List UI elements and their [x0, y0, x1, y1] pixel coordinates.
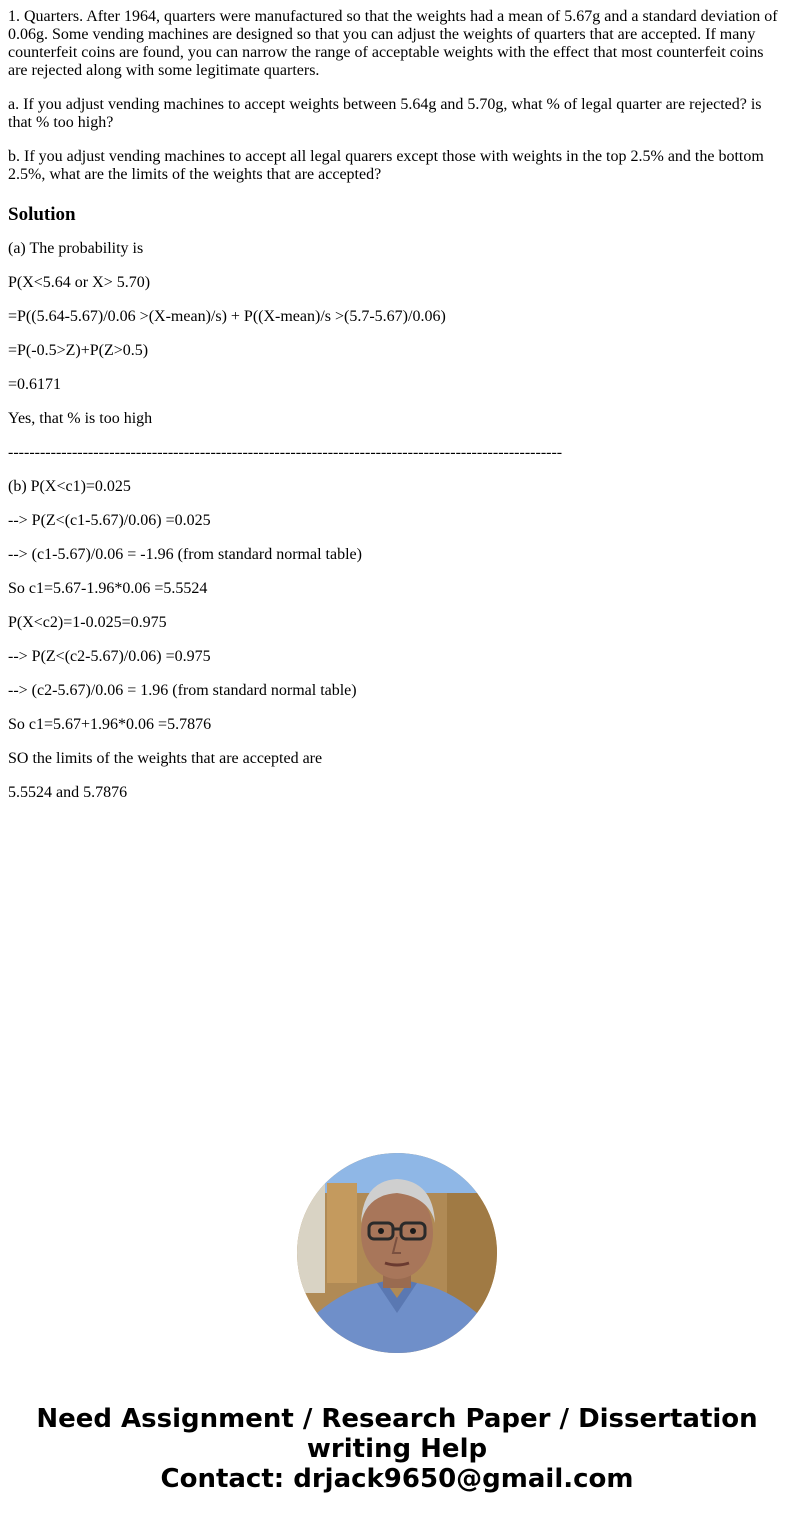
- solution-line: So c1=5.67-1.96*0.06 =5.5524: [8, 580, 208, 597]
- question-intro: 1. Quarters. After 1964, quarters were manufactured so that the weights had a mean of 5.67g and a standard deviation of 0.06g. Some vending machines are designed so that you can adjust the weights of quarters that are accepted. If many counterfeit coins are found, you can narrow the range of acceptable weights with the effect that most counterfeit coins are rejected along with some legitimate quarters.: [8, 8, 778, 79]
- promo-line-2: writing Help: [306, 1434, 488, 1464]
- promo-contact: Contact: drjack9650@gmail.com: [160, 1464, 634, 1494]
- solution-line: =P((5.64-5.67)/0.06 >(X-mean)/s) + P((X-mean)/s >(5.7-5.67)/0.06): [8, 308, 446, 325]
- solution-heading: Solution: [8, 204, 76, 225]
- promo-footer: [0, 1404, 794, 1494]
- solution-line: --> P(Z<(c1-5.67)/0.06) =0.025: [8, 512, 211, 529]
- solution-line: Yes, that % is too high: [8, 410, 153, 427]
- author-avatar: [297, 1153, 497, 1353]
- solution-line: --> (c2-5.67)/0.06 = 1.96 (from standard normal table): [8, 682, 357, 699]
- solution-line: P(X<5.64 or X> 5.70): [8, 274, 151, 291]
- solution-line: 5.5524 and 5.7876: [8, 784, 128, 801]
- question-part-b: b. If you adjust vending machines to accept all legal quarers except those with weights in the top 2.5% and the bottom 2.5%, what are the limits of the weights that are accepted?: [8, 148, 764, 183]
- solution-divider: --------------------------------------------------------------------------------------------------------: [8, 444, 563, 461]
- solution-line: SO the limits of the weights that are accepted are: [8, 750, 323, 767]
- author-portrait-image: [297, 1153, 497, 1353]
- solution-line: =P(-0.5>Z)+P(Z>0.5): [8, 342, 149, 359]
- solution-line: So c1=5.67+1.96*0.06 =5.7876: [8, 716, 212, 733]
- solution-line: (a) The probability is: [8, 240, 144, 257]
- solution-line: P(X<c2)=1-0.025=0.975: [8, 614, 167, 631]
- solution-line: =0.6171: [8, 376, 62, 393]
- solution-line: --> (c1-5.67)/0.06 = -1.96 (from standard normal table): [8, 546, 362, 563]
- solution-line: (b) P(X<c1)=0.025: [8, 478, 131, 495]
- solution-line: --> P(Z<(c2-5.67)/0.06) =0.975: [8, 648, 211, 665]
- question-part-a: a. If you adjust vending machines to accept weights between 5.64g and 5.70g, what % of legal quarter are rejected? is that % too high?: [8, 96, 762, 131]
- promo-line-1: Need Assignment / Research Paper / Dissertation: [36, 1404, 758, 1434]
- document-body: [8, 8, 784, 818]
